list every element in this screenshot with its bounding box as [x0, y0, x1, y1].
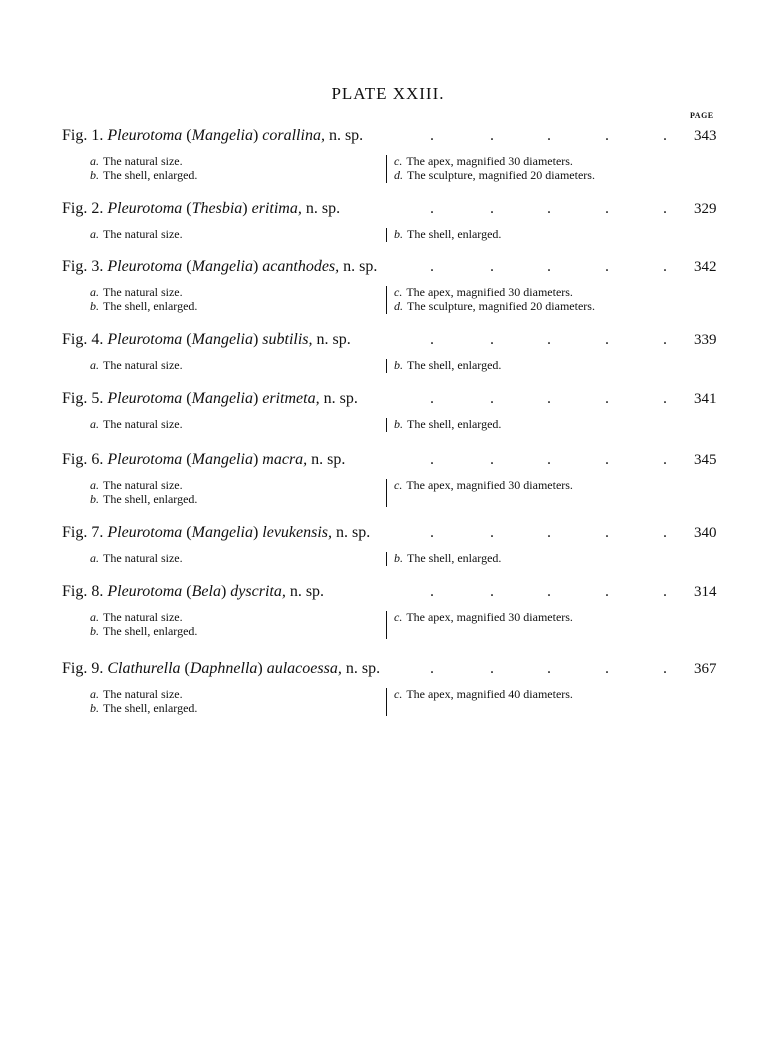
species-note: n. sp.: [341, 660, 381, 677]
subcaption-left: [90, 701, 197, 715]
subcaption-text: The natural size.: [103, 227, 183, 241]
subcaption-left: [90, 687, 183, 701]
subcaption-text: The natural size.: [103, 610, 183, 624]
column-divider: [386, 228, 387, 242]
subgenus: (Mangelia): [182, 390, 263, 407]
genus: Pleurotoma: [107, 258, 183, 275]
subcaption-text: The shell, enlarged.: [407, 358, 502, 372]
column-divider: [386, 359, 387, 373]
subcaption-letter: a.: [90, 358, 99, 372]
figure-number: Fig. 2.: [62, 200, 108, 217]
page-number: 340: [694, 525, 717, 541]
leader-dot: .: [430, 127, 434, 144]
subcaption-letter: c.: [394, 610, 403, 624]
leader-dot: .: [430, 200, 434, 217]
subgenus-name: Mangelia: [191, 524, 253, 541]
subcaption-left: [90, 624, 197, 638]
subcaption-text: The shell, enlarged.: [103, 624, 198, 638]
subcaption-letter: b.: [394, 551, 403, 565]
subcaption-text: The shell, enlarged.: [407, 227, 502, 241]
subcaption-letter: b.: [90, 492, 99, 506]
subcaption-letter: b.: [394, 227, 403, 241]
leader-dot: .: [490, 127, 494, 144]
column-divider: [386, 155, 387, 183]
subcaption-left: [90, 358, 183, 372]
subcaption-left: [90, 285, 183, 299]
species: levukensis,: [262, 524, 333, 541]
subcaption-letter: a.: [90, 687, 99, 701]
column-divider: [386, 688, 387, 716]
leader-dot: .: [490, 660, 494, 677]
species-note: n. sp.: [319, 390, 358, 407]
leader-dot: .: [605, 331, 609, 348]
subcaption-left: [90, 551, 183, 565]
subcaption-text: The natural size.: [103, 687, 183, 701]
subcaption-text: The natural size.: [103, 285, 183, 299]
figure-number: Fig. 7.: [62, 524, 108, 541]
page-number: 343: [694, 128, 717, 144]
subgenus-name: Bela: [191, 583, 221, 600]
species: eritima,: [251, 200, 302, 217]
subcaption-text: The natural size.: [103, 478, 183, 492]
species-note: n. sp.: [285, 583, 325, 600]
subgenus-name: Mangelia: [191, 451, 253, 468]
subcaption-letter: a.: [90, 285, 99, 299]
species: aulacoessa,: [266, 660, 342, 677]
figure-number: Fig. 3.: [62, 258, 108, 275]
subcaption-text: The shell, enlarged.: [103, 168, 198, 182]
leader-dot: .: [547, 331, 551, 348]
subcaption-letter: d.: [394, 299, 403, 313]
subgenus: (Mangelia): [182, 524, 263, 541]
leader-dot: .: [547, 200, 551, 217]
page-number: 329: [694, 201, 717, 217]
genus: Pleurotoma: [107, 331, 183, 348]
column-divider: [386, 286, 387, 314]
species: subtilis,: [262, 331, 313, 348]
column-divider: [386, 552, 387, 566]
leader-dot: .: [430, 451, 434, 468]
leader-dot: .: [547, 127, 551, 144]
subgenus: (Bela): [182, 583, 231, 600]
leader-dot: .: [605, 583, 609, 600]
figure-entry: [0, 390, 776, 450]
species: macra,: [262, 451, 308, 468]
subcaption-letter: b.: [394, 417, 403, 431]
genus: Pleurotoma: [107, 451, 183, 468]
subcaption-letter: a.: [90, 417, 99, 431]
leader-dot: .: [430, 390, 434, 407]
subgenus: (Mangelia): [182, 127, 263, 144]
leader-dot: .: [430, 660, 434, 677]
subcaption-letter: c.: [394, 285, 403, 299]
subgenus-name: Thesbia: [191, 200, 243, 217]
figure-number: Fig. 4.: [62, 331, 108, 348]
subcaption-right: [394, 227, 501, 241]
subcaption-right: [394, 478, 573, 492]
subcaption-text: The apex, magnified 30 diameters.: [406, 610, 573, 624]
subcaption-right: [394, 168, 595, 182]
figure-caption: [62, 583, 662, 601]
species-note: n. sp.: [332, 524, 371, 541]
subcaption-letter: a.: [90, 154, 99, 168]
plate-title: PLATE XXIII.: [331, 84, 445, 103]
subcaption-left: [90, 299, 197, 313]
column-divider: [386, 479, 387, 507]
subgenus-name: Mangelia: [191, 258, 253, 275]
figure-number: Fig. 9.: [62, 660, 108, 677]
leader-dot: .: [490, 258, 494, 275]
leader-dot: .: [605, 660, 609, 677]
page-number: 339: [694, 332, 717, 348]
subcaption-right: [394, 358, 501, 372]
page-number: 342: [694, 259, 717, 275]
subgenus: (Mangelia): [182, 451, 263, 468]
figure-number: Fig. 5.: [62, 390, 108, 407]
figure-caption: [62, 660, 662, 678]
subcaption-left: [90, 478, 183, 492]
subcaption-left: [90, 610, 183, 624]
subcaption-text: The apex, magnified 30 diameters.: [406, 154, 573, 168]
subgenus-name: Daphnella: [189, 660, 258, 677]
subcaption-left: [90, 154, 183, 168]
genus: Pleurotoma: [107, 200, 183, 217]
page-number: 341: [694, 391, 717, 407]
column-divider: [386, 611, 387, 639]
genus: Pleurotoma: [107, 390, 183, 407]
figure-number: Fig. 1.: [62, 127, 108, 144]
subcaption-text: The shell, enlarged.: [407, 551, 502, 565]
subcaption-text: The apex, magnified 30 diameters.: [406, 478, 573, 492]
subcaption-letter: b.: [90, 701, 99, 715]
subcaption-text: The apex, magnified 40 diameters.: [406, 687, 573, 701]
leader-dot: .: [490, 331, 494, 348]
figure-caption: [62, 258, 662, 276]
leader-dot: .: [547, 660, 551, 677]
leader-dot: .: [663, 451, 667, 468]
figure-entry: [0, 524, 776, 584]
leader-dot: .: [490, 583, 494, 600]
subcaption-right: [394, 417, 501, 431]
leader-dot: .: [490, 451, 494, 468]
subcaption-letter: c.: [394, 478, 403, 492]
figure-number: Fig. 8.: [62, 583, 108, 600]
subcaption-letter: a.: [90, 610, 99, 624]
page-number: 367: [694, 661, 717, 677]
figure-caption: [62, 331, 662, 349]
subcaption-text: The shell, enlarged.: [103, 492, 198, 506]
figure-caption: [62, 127, 662, 145]
leader-dot: .: [430, 331, 434, 348]
genus: Pleurotoma: [107, 524, 183, 541]
subcaption-right: [394, 551, 501, 565]
leader-dot: .: [490, 524, 494, 541]
subcaption-right: [394, 154, 573, 168]
figure-entry: [0, 127, 776, 187]
figure-entry: [0, 451, 776, 511]
leader-dot: .: [490, 390, 494, 407]
subgenus: (Thesbia): [182, 200, 252, 217]
leader-dot: .: [430, 524, 434, 541]
figure-caption: [62, 524, 662, 542]
subcaption-letter: a.: [90, 227, 99, 241]
leader-dot: .: [663, 660, 667, 677]
subcaption-text: The natural size.: [103, 551, 183, 565]
leader-dot: .: [547, 451, 551, 468]
subcaption-letter: a.: [90, 551, 99, 565]
leader-dot: .: [490, 200, 494, 217]
genus: Pleurotoma: [107, 583, 183, 600]
leader-dot: .: [605, 258, 609, 275]
subcaption-text: The sculpture, magnified 20 diameters.: [407, 299, 595, 313]
genus: Pleurotoma: [107, 127, 183, 144]
page-number: 314: [694, 584, 717, 600]
leader-dot: .: [605, 200, 609, 217]
subcaption-left: [90, 417, 183, 431]
subcaption-text: The sculpture, magnified 20 diameters.: [407, 168, 595, 182]
subcaption-text: The apex, magnified 30 diameters.: [406, 285, 573, 299]
leader-dot: .: [430, 258, 434, 275]
species-note: n. sp.: [339, 258, 378, 275]
leader-dot: .: [663, 583, 667, 600]
subcaption-letter: c.: [394, 687, 403, 701]
species-note: n. sp.: [324, 127, 364, 144]
genus: Clathurella: [107, 660, 181, 677]
leader-dot: .: [547, 258, 551, 275]
subcaption-left: [90, 168, 197, 182]
subcaption-letter: b.: [394, 358, 403, 372]
figure-entry: [0, 331, 776, 391]
figure-caption: [62, 451, 662, 469]
leader-dot: .: [663, 390, 667, 407]
figure-caption: [62, 200, 662, 218]
subgenus: (Mangelia): [182, 258, 263, 275]
figure-entry: [0, 200, 776, 260]
subcaption-letter: b.: [90, 299, 99, 313]
subcaption-text: The shell, enlarged.: [103, 701, 198, 715]
figure-number: Fig. 6.: [62, 451, 108, 468]
subcaption-text: The natural size.: [103, 417, 183, 431]
subcaption-right: [394, 285, 573, 299]
species: acanthodes,: [262, 258, 340, 275]
column-divider: [386, 418, 387, 432]
leader-dot: .: [547, 524, 551, 541]
leader-dot: .: [663, 331, 667, 348]
subcaption-right: [394, 299, 595, 313]
species: corallina,: [262, 127, 325, 144]
subgenus-name: Mangelia: [191, 331, 253, 348]
subcaption-left: [90, 227, 183, 241]
subcaption-right: [394, 687, 573, 701]
leader-dot: .: [663, 258, 667, 275]
leader-dot: .: [547, 390, 551, 407]
subcaption-text: The natural size.: [103, 154, 183, 168]
subcaption-letter: a.: [90, 478, 99, 492]
leader-dot: .: [547, 583, 551, 600]
species-note: n. sp.: [312, 331, 351, 348]
subcaption-text: The shell, enlarged.: [103, 299, 198, 313]
subgenus: (Daphnella): [180, 660, 267, 677]
page-number: 345: [694, 452, 717, 468]
subcaption-letter: d.: [394, 168, 403, 182]
subcaption-text: The natural size.: [103, 358, 183, 372]
leader-dot: .: [605, 451, 609, 468]
subcaption-left: [90, 492, 197, 506]
subcaption-letter: b.: [90, 168, 99, 182]
figure-caption: [62, 390, 662, 408]
leader-dot: .: [605, 524, 609, 541]
subgenus: (Mangelia): [182, 331, 263, 348]
leader-dot: .: [605, 390, 609, 407]
leader-dot: .: [663, 127, 667, 144]
leader-dot: .: [663, 524, 667, 541]
figure-entry: [0, 660, 776, 720]
subcaption-letter: c.: [394, 154, 403, 168]
figure-entry: [0, 583, 776, 643]
subgenus-name: Mangelia: [191, 390, 253, 407]
species-note: n. sp.: [301, 200, 341, 217]
figure-entry: [0, 258, 776, 318]
page-column-header: PAGE: [690, 111, 714, 120]
leader-dot: .: [430, 583, 434, 600]
leader-dot: .: [663, 200, 667, 217]
subgenus-name: Mangelia: [191, 127, 253, 144]
species-note: n. sp.: [307, 451, 346, 468]
species: dyscrita,: [230, 583, 286, 600]
subcaption-right: [394, 610, 573, 624]
subcaption-letter: b.: [90, 624, 99, 638]
species: eritmeta,: [262, 390, 320, 407]
subcaption-text: The shell, enlarged.: [407, 417, 502, 431]
leader-dot: .: [605, 127, 609, 144]
